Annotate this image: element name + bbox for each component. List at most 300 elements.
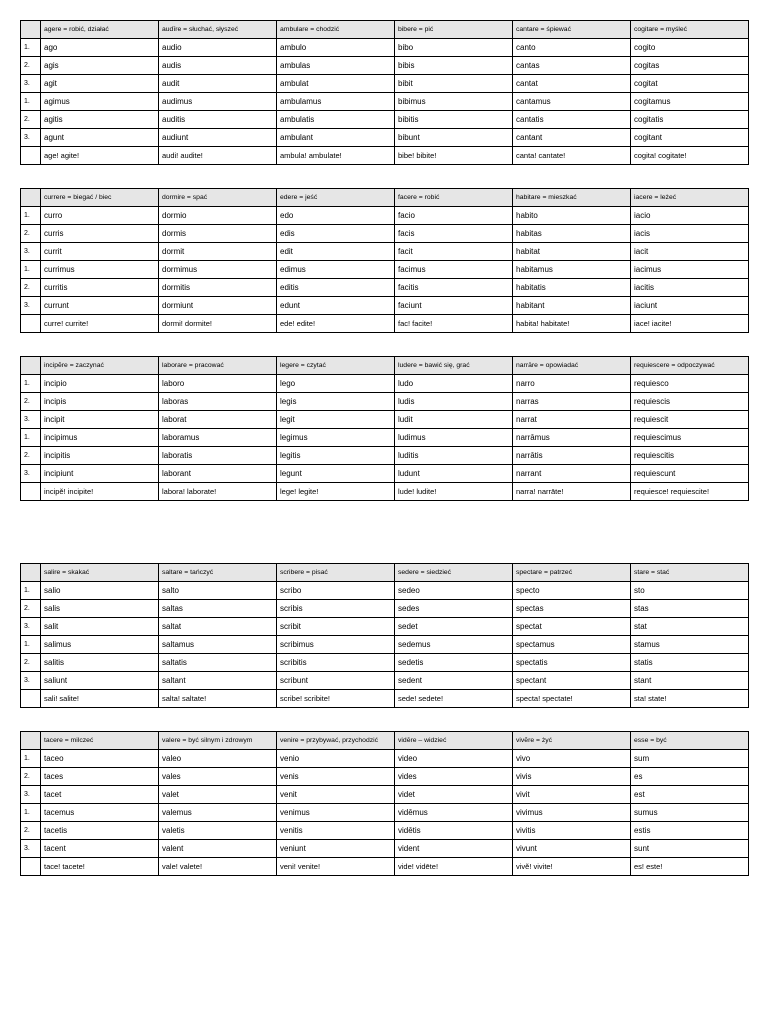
verb-form: iacit bbox=[631, 243, 749, 261]
verb-form: dormimus bbox=[159, 261, 277, 279]
verb-form: facit bbox=[395, 243, 513, 261]
verb-form: bibimus bbox=[395, 93, 513, 111]
corner-cell bbox=[21, 189, 41, 207]
verb-form: scribitis bbox=[277, 654, 395, 672]
verb-form: sedent bbox=[395, 672, 513, 690]
imperative-form: habita! habitate! bbox=[513, 315, 631, 333]
verb-form: facio bbox=[395, 207, 513, 225]
verb-form: edimus bbox=[277, 261, 395, 279]
verb-form: dormiunt bbox=[159, 297, 277, 315]
person-row bbox=[21, 225, 749, 243]
imperative-form: dormi! dormite! bbox=[159, 315, 277, 333]
person-number: 2. bbox=[21, 822, 41, 840]
imperative-form: curre! currite! bbox=[41, 315, 159, 333]
person-row bbox=[21, 57, 749, 75]
verb-form: scribit bbox=[277, 618, 395, 636]
imperative-form: specta! spectate! bbox=[513, 690, 631, 708]
verb-form: stat bbox=[631, 618, 749, 636]
verb-form: sum bbox=[631, 750, 749, 768]
verb-form: estis bbox=[631, 822, 749, 840]
verb-header: bibere = pić bbox=[395, 21, 513, 39]
imperative-form: lege! legite! bbox=[277, 483, 395, 501]
person-number: 2. bbox=[21, 111, 41, 129]
verb-header: tacere = milczeć bbox=[41, 732, 159, 750]
verb-form: ludimus bbox=[395, 429, 513, 447]
verb-form: legit bbox=[277, 411, 395, 429]
verb-form: statis bbox=[631, 654, 749, 672]
person-row bbox=[21, 750, 749, 768]
verb-form: sedeo bbox=[395, 582, 513, 600]
person-number: 3. bbox=[21, 465, 41, 483]
verb-form: agit bbox=[41, 75, 159, 93]
corner-cell bbox=[21, 357, 41, 375]
person-number bbox=[21, 483, 41, 501]
person-row bbox=[21, 39, 749, 57]
verb-form: valetis bbox=[159, 822, 277, 840]
verb-form: incipimus bbox=[41, 429, 159, 447]
verb-form: vidēmus bbox=[395, 804, 513, 822]
verb-form: est bbox=[631, 786, 749, 804]
imperative-form: bibe! bibite! bbox=[395, 147, 513, 165]
verb-form: veniunt bbox=[277, 840, 395, 858]
verb-header: cantare = śpiewać bbox=[513, 21, 631, 39]
verb-form: vident bbox=[395, 840, 513, 858]
verb-form: incipiunt bbox=[41, 465, 159, 483]
person-number bbox=[21, 147, 41, 165]
person-row bbox=[21, 768, 749, 786]
person-row bbox=[21, 279, 749, 297]
imperative-form: sali! salite! bbox=[41, 690, 159, 708]
imperative-form: lude! ludite! bbox=[395, 483, 513, 501]
person-number: 3. bbox=[21, 411, 41, 429]
verb-form: habitatis bbox=[513, 279, 631, 297]
verb-form: valeo bbox=[159, 750, 277, 768]
verb-form: audis bbox=[159, 57, 277, 75]
verb-form: laborant bbox=[159, 465, 277, 483]
verb-form: edis bbox=[277, 225, 395, 243]
verb-form: legis bbox=[277, 393, 395, 411]
conjugation-table bbox=[20, 563, 749, 708]
verb-form: dormit bbox=[159, 243, 277, 261]
verb-form: laborat bbox=[159, 411, 277, 429]
verb-form: sedetis bbox=[395, 654, 513, 672]
verb-form: habitat bbox=[513, 243, 631, 261]
header-row bbox=[21, 732, 749, 750]
verb-form: tacet bbox=[41, 786, 159, 804]
verb-form: sedet bbox=[395, 618, 513, 636]
person-row bbox=[21, 297, 749, 315]
verb-form: sunt bbox=[631, 840, 749, 858]
verb-form: curro bbox=[41, 207, 159, 225]
person-number: 3. bbox=[21, 786, 41, 804]
verb-form: incipit bbox=[41, 411, 159, 429]
corner-cell bbox=[21, 732, 41, 750]
person-number bbox=[21, 690, 41, 708]
verb-form: vales bbox=[159, 768, 277, 786]
verb-form: ludit bbox=[395, 411, 513, 429]
imperative-form: tace! tacete! bbox=[41, 858, 159, 876]
person-number: 1. bbox=[21, 804, 41, 822]
verb-form: tacetis bbox=[41, 822, 159, 840]
conjugation-table bbox=[20, 356, 749, 501]
verb-form: salit bbox=[41, 618, 159, 636]
verb-form: spectamus bbox=[513, 636, 631, 654]
verb-header: edere = jeść bbox=[277, 189, 395, 207]
person-row bbox=[21, 207, 749, 225]
person-row bbox=[21, 822, 749, 840]
verb-form: spectant bbox=[513, 672, 631, 690]
conjugation-table bbox=[20, 20, 749, 165]
verb-form: agis bbox=[41, 57, 159, 75]
verb-form: spectas bbox=[513, 600, 631, 618]
verb-form: stas bbox=[631, 600, 749, 618]
verb-form: cogitant bbox=[631, 129, 749, 147]
verb-form: bibis bbox=[395, 57, 513, 75]
verb-form: scribimus bbox=[277, 636, 395, 654]
verb-form: habito bbox=[513, 207, 631, 225]
verb-form: audio bbox=[159, 39, 277, 57]
verb-form: venimus bbox=[277, 804, 395, 822]
imperative-form: ede! edite! bbox=[277, 315, 395, 333]
verb-form: curris bbox=[41, 225, 159, 243]
verb-form: salio bbox=[41, 582, 159, 600]
verb-form: curritis bbox=[41, 279, 159, 297]
verb-form: agimus bbox=[41, 93, 159, 111]
verb-form: vidētis bbox=[395, 822, 513, 840]
imperative-form: veni! venite! bbox=[277, 858, 395, 876]
verb-form: audimus bbox=[159, 93, 277, 111]
verb-form: requiescitis bbox=[631, 447, 749, 465]
imperative-form: sede! sedete! bbox=[395, 690, 513, 708]
verb-form: saltat bbox=[159, 618, 277, 636]
imperative-form: age! agite! bbox=[41, 147, 159, 165]
verb-form: requiescimus bbox=[631, 429, 749, 447]
verb-form: bibit bbox=[395, 75, 513, 93]
verb-form: iacio bbox=[631, 207, 749, 225]
verb-form: edo bbox=[277, 207, 395, 225]
verb-form: vides bbox=[395, 768, 513, 786]
person-row bbox=[21, 393, 749, 411]
verb-form: bibunt bbox=[395, 129, 513, 147]
person-row bbox=[21, 786, 749, 804]
person-row bbox=[21, 582, 749, 600]
person-number: 3. bbox=[21, 75, 41, 93]
person-number: 2. bbox=[21, 225, 41, 243]
verb-form: habitamus bbox=[513, 261, 631, 279]
corner-cell bbox=[21, 564, 41, 582]
conjugation-table bbox=[20, 188, 749, 333]
verb-form: saliunt bbox=[41, 672, 159, 690]
verb-form: saltamus bbox=[159, 636, 277, 654]
person-number: 1. bbox=[21, 93, 41, 111]
verb-form: ambulatis bbox=[277, 111, 395, 129]
verb-form: incipio bbox=[41, 375, 159, 393]
verb-header: valere = być silnym i zdrowym bbox=[159, 732, 277, 750]
verb-form: narrant bbox=[513, 465, 631, 483]
person-number: 1. bbox=[21, 39, 41, 57]
verb-form: scribo bbox=[277, 582, 395, 600]
verb-header: iacere = leżeć bbox=[631, 189, 749, 207]
verb-form: salitis bbox=[41, 654, 159, 672]
verb-form: laboro bbox=[159, 375, 277, 393]
header-row bbox=[21, 357, 749, 375]
header-row bbox=[21, 189, 749, 207]
person-number: 1. bbox=[21, 261, 41, 279]
person-number: 3. bbox=[21, 243, 41, 261]
verb-form: sto bbox=[631, 582, 749, 600]
verb-form: ambulant bbox=[277, 129, 395, 147]
verb-form: cantamus bbox=[513, 93, 631, 111]
imperative-row bbox=[21, 858, 749, 876]
verb-form: sumus bbox=[631, 804, 749, 822]
person-row bbox=[21, 429, 749, 447]
imperative-form: cogita! cogitate! bbox=[631, 147, 749, 165]
verb-form: taces bbox=[41, 768, 159, 786]
header-row bbox=[21, 564, 749, 582]
person-row bbox=[21, 840, 749, 858]
verb-form: legitis bbox=[277, 447, 395, 465]
verb-form: habitant bbox=[513, 297, 631, 315]
verb-form: lego bbox=[277, 375, 395, 393]
verb-form: cogitatis bbox=[631, 111, 749, 129]
verb-form: vivis bbox=[513, 768, 631, 786]
verb-header: esse = być bbox=[631, 732, 749, 750]
verb-form: audit bbox=[159, 75, 277, 93]
verb-form: ambulas bbox=[277, 57, 395, 75]
person-number: 3. bbox=[21, 618, 41, 636]
verb-form: legimus bbox=[277, 429, 395, 447]
person-number: 2. bbox=[21, 654, 41, 672]
verb-form: cogitamus bbox=[631, 93, 749, 111]
verb-form: canto bbox=[513, 39, 631, 57]
verb-form: venitis bbox=[277, 822, 395, 840]
verb-form: ludis bbox=[395, 393, 513, 411]
person-number: 1. bbox=[21, 375, 41, 393]
verb-form: venio bbox=[277, 750, 395, 768]
verb-form: laboramus bbox=[159, 429, 277, 447]
verb-form: stant bbox=[631, 672, 749, 690]
person-number bbox=[21, 315, 41, 333]
verb-form: sedemus bbox=[395, 636, 513, 654]
person-number: 2. bbox=[21, 768, 41, 786]
verb-form: currimus bbox=[41, 261, 159, 279]
verb-form: edit bbox=[277, 243, 395, 261]
person-row bbox=[21, 243, 749, 261]
imperative-form: iace! iacite! bbox=[631, 315, 749, 333]
imperative-form: requiesce! requiescite! bbox=[631, 483, 749, 501]
person-row bbox=[21, 261, 749, 279]
verb-header: vidēre – widzieć bbox=[395, 732, 513, 750]
verb-header: incipĕre = zaczynać bbox=[41, 357, 159, 375]
verb-form: luditis bbox=[395, 447, 513, 465]
imperative-form: narra! narrāte! bbox=[513, 483, 631, 501]
verb-form: salto bbox=[159, 582, 277, 600]
verb-form: laboras bbox=[159, 393, 277, 411]
verb-header: scribere = pisać bbox=[277, 564, 395, 582]
verb-header: currere = biegać / biec bbox=[41, 189, 159, 207]
verb-header: saltare = tańczyć bbox=[159, 564, 277, 582]
person-number: 1. bbox=[21, 750, 41, 768]
verb-header: facere = robić bbox=[395, 189, 513, 207]
verb-form: ludunt bbox=[395, 465, 513, 483]
verb-form: incipitis bbox=[41, 447, 159, 465]
verb-form: taceo bbox=[41, 750, 159, 768]
person-row bbox=[21, 93, 749, 111]
person-row bbox=[21, 618, 749, 636]
verb-form: spectatis bbox=[513, 654, 631, 672]
person-row bbox=[21, 111, 749, 129]
verb-form: es bbox=[631, 768, 749, 786]
verb-form: vivo bbox=[513, 750, 631, 768]
verb-form: cantatis bbox=[513, 111, 631, 129]
verb-form: narrat bbox=[513, 411, 631, 429]
verb-form: dormio bbox=[159, 207, 277, 225]
verb-form: narro bbox=[513, 375, 631, 393]
verb-header: salire = skakać bbox=[41, 564, 159, 582]
verb-form: iacitis bbox=[631, 279, 749, 297]
verb-form: currit bbox=[41, 243, 159, 261]
imperative-form: vide! vidēte! bbox=[395, 858, 513, 876]
verb-form: spectat bbox=[513, 618, 631, 636]
verb-form: ago bbox=[41, 39, 159, 57]
verb-form: requiescit bbox=[631, 411, 749, 429]
verb-header: ludere = bawić się, grać bbox=[395, 357, 513, 375]
person-number: 3. bbox=[21, 840, 41, 858]
verb-form: facimus bbox=[395, 261, 513, 279]
person-number: 1. bbox=[21, 207, 41, 225]
verb-header: venire = przybywać, przychodzić bbox=[277, 732, 395, 750]
verb-header: spectare = patrzeć bbox=[513, 564, 631, 582]
imperative-form: audi! audite! bbox=[159, 147, 277, 165]
person-number: 1. bbox=[21, 429, 41, 447]
verb-form: scribis bbox=[277, 600, 395, 618]
conjugation-table bbox=[20, 731, 749, 876]
person-number: 2. bbox=[21, 57, 41, 75]
verb-form: iaciunt bbox=[631, 297, 749, 315]
person-row bbox=[21, 411, 749, 429]
verb-form: audiunt bbox=[159, 129, 277, 147]
person-number: 3. bbox=[21, 297, 41, 315]
person-row bbox=[21, 447, 749, 465]
verb-form: ludo bbox=[395, 375, 513, 393]
verb-header: narrāre = opowiadać bbox=[513, 357, 631, 375]
verb-form: tacemus bbox=[41, 804, 159, 822]
verb-header: dormire = spać bbox=[159, 189, 277, 207]
verb-header: stare = stać bbox=[631, 564, 749, 582]
person-number: 3. bbox=[21, 129, 41, 147]
verb-form: cantant bbox=[513, 129, 631, 147]
header-row bbox=[21, 21, 749, 39]
verb-form: cogito bbox=[631, 39, 749, 57]
verb-form: saltas bbox=[159, 600, 277, 618]
imperative-row bbox=[21, 315, 749, 333]
imperative-form: es! este! bbox=[631, 858, 749, 876]
verb-form: saltant bbox=[159, 672, 277, 690]
imperative-form: vivĕ! vivite! bbox=[513, 858, 631, 876]
verb-form: legunt bbox=[277, 465, 395, 483]
verb-form: valemus bbox=[159, 804, 277, 822]
verb-form: auditis bbox=[159, 111, 277, 129]
imperative-form: sta! state! bbox=[631, 690, 749, 708]
verb-form: requiescis bbox=[631, 393, 749, 411]
verb-header: legere = czytać bbox=[277, 357, 395, 375]
person-row bbox=[21, 600, 749, 618]
verb-form: valet bbox=[159, 786, 277, 804]
verb-form: currunt bbox=[41, 297, 159, 315]
verb-form: videt bbox=[395, 786, 513, 804]
person-row bbox=[21, 75, 749, 93]
person-number: 3. bbox=[21, 672, 41, 690]
verb-header: ambulare = chodzić bbox=[277, 21, 395, 39]
verb-form: cantat bbox=[513, 75, 631, 93]
verb-form: agitis bbox=[41, 111, 159, 129]
person-row bbox=[21, 672, 749, 690]
verb-form: vivunt bbox=[513, 840, 631, 858]
imperative-row bbox=[21, 690, 749, 708]
verb-form: sedes bbox=[395, 600, 513, 618]
person-row bbox=[21, 636, 749, 654]
imperative-form: salta! saltate! bbox=[159, 690, 277, 708]
imperative-form: canta! cantate! bbox=[513, 147, 631, 165]
verb-form: valent bbox=[159, 840, 277, 858]
person-row bbox=[21, 654, 749, 672]
verb-form: agunt bbox=[41, 129, 159, 147]
verb-form: cogitat bbox=[631, 75, 749, 93]
person-number: 2. bbox=[21, 447, 41, 465]
verb-form: requiescunt bbox=[631, 465, 749, 483]
person-row bbox=[21, 465, 749, 483]
verb-form: venit bbox=[277, 786, 395, 804]
verb-header: agere = robić, działać bbox=[41, 21, 159, 39]
person-number: 2. bbox=[21, 279, 41, 297]
verb-form: salis bbox=[41, 600, 159, 618]
imperative-form: labora! laborate! bbox=[159, 483, 277, 501]
verb-form: ambulo bbox=[277, 39, 395, 57]
person-number bbox=[21, 858, 41, 876]
imperative-row bbox=[21, 483, 749, 501]
person-row bbox=[21, 129, 749, 147]
verb-form: narrāmus bbox=[513, 429, 631, 447]
imperative-form: incipĕ! incipite! bbox=[41, 483, 159, 501]
verb-form: facis bbox=[395, 225, 513, 243]
verb-form: iacimus bbox=[631, 261, 749, 279]
verb-form: vivit bbox=[513, 786, 631, 804]
verb-form: dormitis bbox=[159, 279, 277, 297]
verb-form: laboratis bbox=[159, 447, 277, 465]
verb-form: bibitis bbox=[395, 111, 513, 129]
verb-form: editis bbox=[277, 279, 395, 297]
imperative-form: fac! facite! bbox=[395, 315, 513, 333]
verb-form: narras bbox=[513, 393, 631, 411]
verb-form: ambulamus bbox=[277, 93, 395, 111]
verb-form: requiesco bbox=[631, 375, 749, 393]
verb-form: habitas bbox=[513, 225, 631, 243]
verb-form: incipis bbox=[41, 393, 159, 411]
verb-form: venis bbox=[277, 768, 395, 786]
verb-form: narrātis bbox=[513, 447, 631, 465]
verb-form: ambulat bbox=[277, 75, 395, 93]
imperative-form: ambula! ambulate! bbox=[277, 147, 395, 165]
person-number: 1. bbox=[21, 636, 41, 654]
person-number: 1. bbox=[21, 582, 41, 600]
verb-form: edunt bbox=[277, 297, 395, 315]
verb-header: cogitare = myśleć bbox=[631, 21, 749, 39]
verb-header: requiescere = odpoczywać bbox=[631, 357, 749, 375]
verb-form: vivimus bbox=[513, 804, 631, 822]
imperative-row bbox=[21, 147, 749, 165]
verb-form: stamus bbox=[631, 636, 749, 654]
verb-form: bibo bbox=[395, 39, 513, 57]
